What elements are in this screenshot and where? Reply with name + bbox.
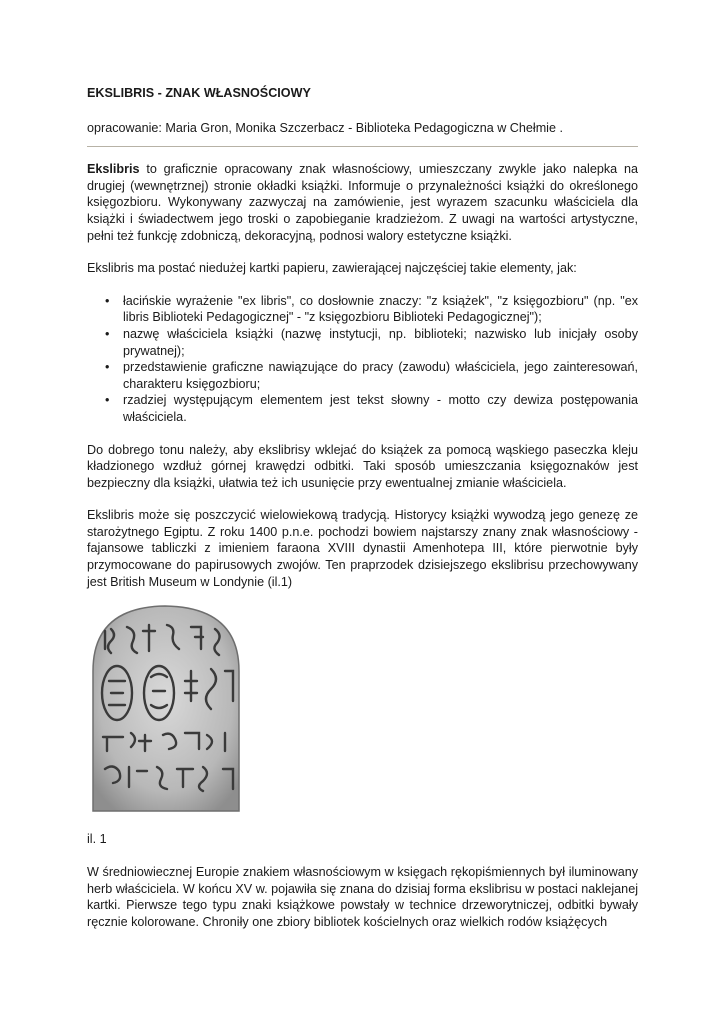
divider-rule	[87, 146, 638, 147]
document-body-continued	[87, 864, 638, 946]
figure-caption: il. 1	[87, 832, 107, 846]
list-item	[105, 392, 638, 425]
list-item-text: łacińskie wyrażenie "ex libris", co dosłownie znaczy: "z książek", "z księgozbioru" (np. "ex libris Biblioteki Pedagogicznej" - "z księgozbioru Biblioteki Pedagogicznej");	[123, 293, 638, 325]
egyptian-tablet-image	[87, 601, 244, 815]
list-item	[105, 359, 638, 392]
list-item	[105, 326, 638, 359]
term-ekslibris: Ekslibris	[87, 162, 140, 177]
bullet-icon: •	[105, 360, 110, 375]
paragraph-history: Ekslibris może się poszczycić wielowiekową tradycją. Historycy książki wywodzą jego genezę ze starożytnego Egiptu. Z roku 1400 p.n.e. pochodzi bowiem najstarszy znany znak własnościowy - fajansowe tabliczki z imieniem faraona XVIII dynastii Amenhotepa III, które pierwotnie były przymocowane do papirusowych zwojów. Ten praprzodek dzisiejszego ekslibrisu przechowywany jest British Museum w Londynie (il.1)	[87, 508, 638, 589]
definition-text: to graficznie opracowany znak własnościowy, umieszczany zwykle jako nalepka na drugiej (wewnętrznej) stronie okładki książki. Informuje o przynależności książki do określonego księgozbioru. Wykonywany zazwyczaj na zamówienie, jest wyrazem szacunku właściciela dla książki i świadectwem jego troski o zapobieganie kradzieżom. Z uwagi na wartości artystyczne, pełni też funkcję zdobniczą, dekoracyjną, podnosi walory estetyczne książki.	[87, 162, 638, 243]
list-item-text: przedstawienie graficzne nawiązujące do pracy (zawodu) właściciela, jego zainteresowań, charakteru księgozbioru;	[123, 360, 638, 391]
document-body	[87, 85, 638, 606]
bullet-icon: •	[105, 393, 110, 408]
bullet-icon: •	[105, 326, 110, 341]
list-item	[105, 293, 638, 326]
bullet-icon: •	[105, 293, 110, 308]
list-item-text: rzadziej występującym elementem jest tekst słowny - motto czy dewiza postępowania właściciela.	[123, 393, 638, 424]
list-item-text: nazwę właściciela książki (nazwę instytucji, np. biblioteki; nazwisko lub inicjały osoby prywatnej);	[123, 326, 638, 358]
paragraph-elements-intro: Ekslibris ma postać niedużej kartki papieru, zawierającej najczęściej takie elementy, jak:	[87, 261, 577, 276]
document-title: EKSLIBRIS - ZNAK WŁASNOŚCIOWY	[87, 86, 311, 100]
tablet-illustration-icon	[87, 601, 244, 815]
paragraph-medieval: W średniowiecznej Europie znakiem własnościowym w księgach rękopiśmiennych był iluminowany herb właściciela. W końcu XV w. pojawiła się znana do dzisiaj forma ekslibrisu w postaci naklejanej kartki. Pierwsze tego typu znaki książkowe powstały w technice drzeworytniczej, odbitki bywały ręcznie kolorowane. Chroniły one zbiory bibliotek kościelnych oraz wielkich rodów książęcych	[87, 865, 638, 929]
paragraph-definition	[87, 161, 638, 244]
author-credit: opracowanie: Maria Gron, Monika Szczerbacz - Biblioteka Pedagogiczna w Chełmie .	[87, 120, 563, 135]
paragraph-gluing: Do dobrego tonu należy, aby ekslibrisy wklejać do książek za pomocą wąskiego paseczka kleju kładzionego wzdłuż górnej krawędzi odbitki. Taki sposób umieszczania księgoznaków jest bezpieczny dla książki, ułatwia też ich usunięcie przy ewentualnej zmianie właściciela.	[87, 442, 638, 490]
elements-list	[87, 293, 638, 426]
